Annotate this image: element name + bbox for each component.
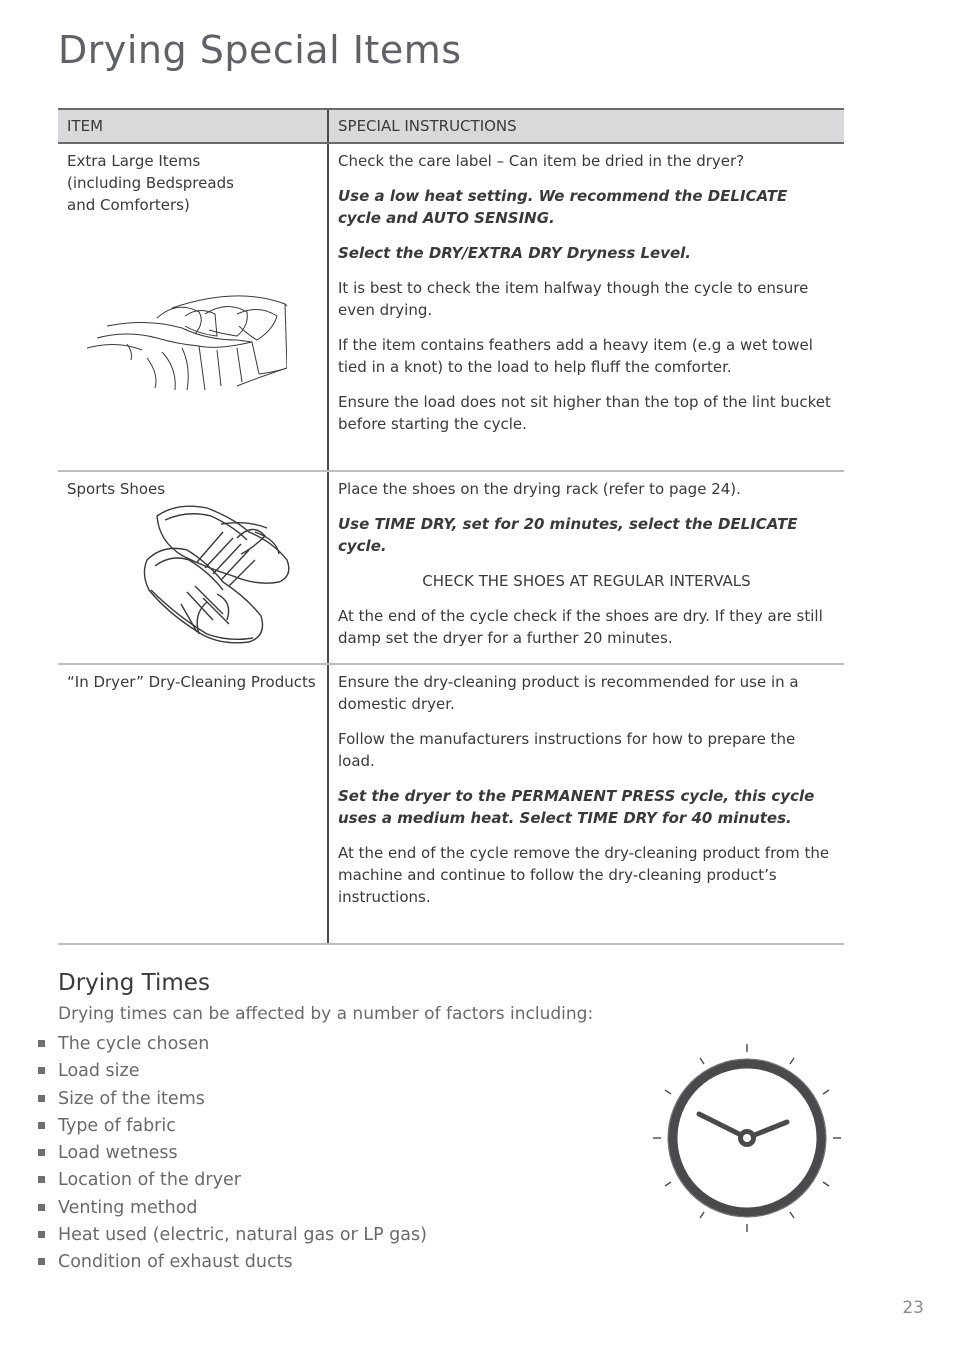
bullet-icon: [38, 1176, 45, 1183]
item-cell: [58, 664, 328, 944]
list-item: [38, 1195, 427, 1222]
instruction-text: Ensure the load does not sit higher than the top of the lint bucket before starting the cycle.: [338, 393, 831, 433]
table-row: [58, 664, 844, 944]
list-item: [38, 1249, 427, 1276]
list-item-label: Type of fabric: [58, 1115, 176, 1136]
clock-icon: [644, 1038, 850, 1234]
section-title-drying-times: Drying Times: [58, 970, 210, 996]
table-row: [58, 471, 844, 664]
list-item-label: Condition of exhaust ducts: [58, 1252, 293, 1273]
bullet-icon: [38, 1231, 45, 1238]
list-item: [38, 1086, 427, 1113]
bed-with-comforter-icon: [87, 278, 287, 393]
bullet-icon: [38, 1122, 45, 1129]
instruction-text: Set the dryer to the PERMANENT PRESS cycle, this cycle uses a medium heat. Select TIME DRY for 40 minutes.: [338, 787, 815, 827]
list-item-label: Location of the dryer: [58, 1170, 241, 1191]
bullet-icon: [38, 1149, 45, 1156]
sports-shoes-icon: [137, 502, 297, 650]
page-title: Drying Special Items: [58, 28, 462, 72]
instructions-cell: [328, 664, 844, 944]
bullet-icon: [38, 1258, 45, 1265]
list-item-label: The cycle chosen: [58, 1034, 210, 1054]
item-label: “In Dryer” Dry-Cleaning Products: [67, 673, 316, 691]
bullet-icon: [38, 1040, 45, 1047]
bullet-icon: [38, 1204, 45, 1211]
instruction-text: Use a low heat setting. We recommend the DELICATE cycle and AUTO SENSING.: [338, 187, 788, 227]
instruction-text: Ensure the dry-cleaning product is recommended for use in a domestic dryer.: [338, 673, 799, 713]
list-item-label: Venting method: [58, 1197, 198, 1218]
table-row: [58, 143, 844, 471]
list-item: [38, 1167, 427, 1194]
list-item-label: Size of the items: [58, 1088, 205, 1109]
bullet-icon: [38, 1095, 45, 1102]
column-header-item: ITEM: [58, 109, 328, 143]
instruction-text: Place the shoes on the drying rack (refer to page 24).: [338, 480, 741, 498]
instruction-text: At the end of the cycle check if the shoes are dry. If they are still damp set the dryer for a further 20 minutes.: [338, 607, 823, 647]
special-items-table: [58, 108, 844, 945]
item-cell: [58, 143, 328, 471]
instruction-text: At the end of the cycle remove the dry-cleaning product from the machine and continue to follow the dry-cleaning product’s instructions.: [338, 844, 830, 906]
instructions-cell: [328, 143, 844, 471]
item-label: Sports Shoes: [67, 480, 166, 498]
instructions-cell: [328, 471, 844, 664]
list-item: [38, 1113, 427, 1140]
instruction-text: It is best to check the item halfway though the cycle to ensure even drying.: [338, 279, 809, 319]
item-cell: [58, 471, 328, 664]
instruction-text: Use TIME DRY, set for 20 minutes, select the DELICATE cycle.: [338, 515, 798, 555]
page-number: 23: [902, 1298, 924, 1318]
instruction-text: Follow the manufacturers instructions for how to prepare the load.: [338, 730, 796, 770]
table-header-row: [58, 109, 844, 143]
item-label: Extra Large Items (including Bedspreads and Comforters): [67, 152, 234, 214]
instruction-text: Check the care label – Can item be dried in the dryer?: [338, 152, 745, 170]
column-header-instructions: SPECIAL INSTRUCTIONS: [328, 109, 844, 143]
list-item: [38, 1031, 427, 1058]
instruction-text: CHECK THE SHOES AT REGULAR INTERVALS: [422, 572, 751, 590]
instruction-text: If the item contains feathers add a heavy item (e.g a wet towel tied in a knot) to the load to help fluff the comforter.: [338, 336, 813, 376]
list-item-label: Load wetness: [58, 1143, 178, 1164]
drying-factors-list: [38, 1031, 427, 1277]
list-item: [38, 1222, 427, 1249]
instruction-text: Select the DRY/EXTRA DRY Dryness Level.: [338, 244, 691, 262]
bullet-icon: [38, 1067, 45, 1074]
list-item-label: Heat used (electric, natural gas or LP gas): [58, 1225, 427, 1246]
drying-times-intro: Drying times can be affected by a number of factors including:: [58, 1004, 594, 1024]
list-item: [38, 1058, 427, 1085]
list-item: [38, 1140, 427, 1167]
list-item-label: Load size: [58, 1061, 140, 1082]
